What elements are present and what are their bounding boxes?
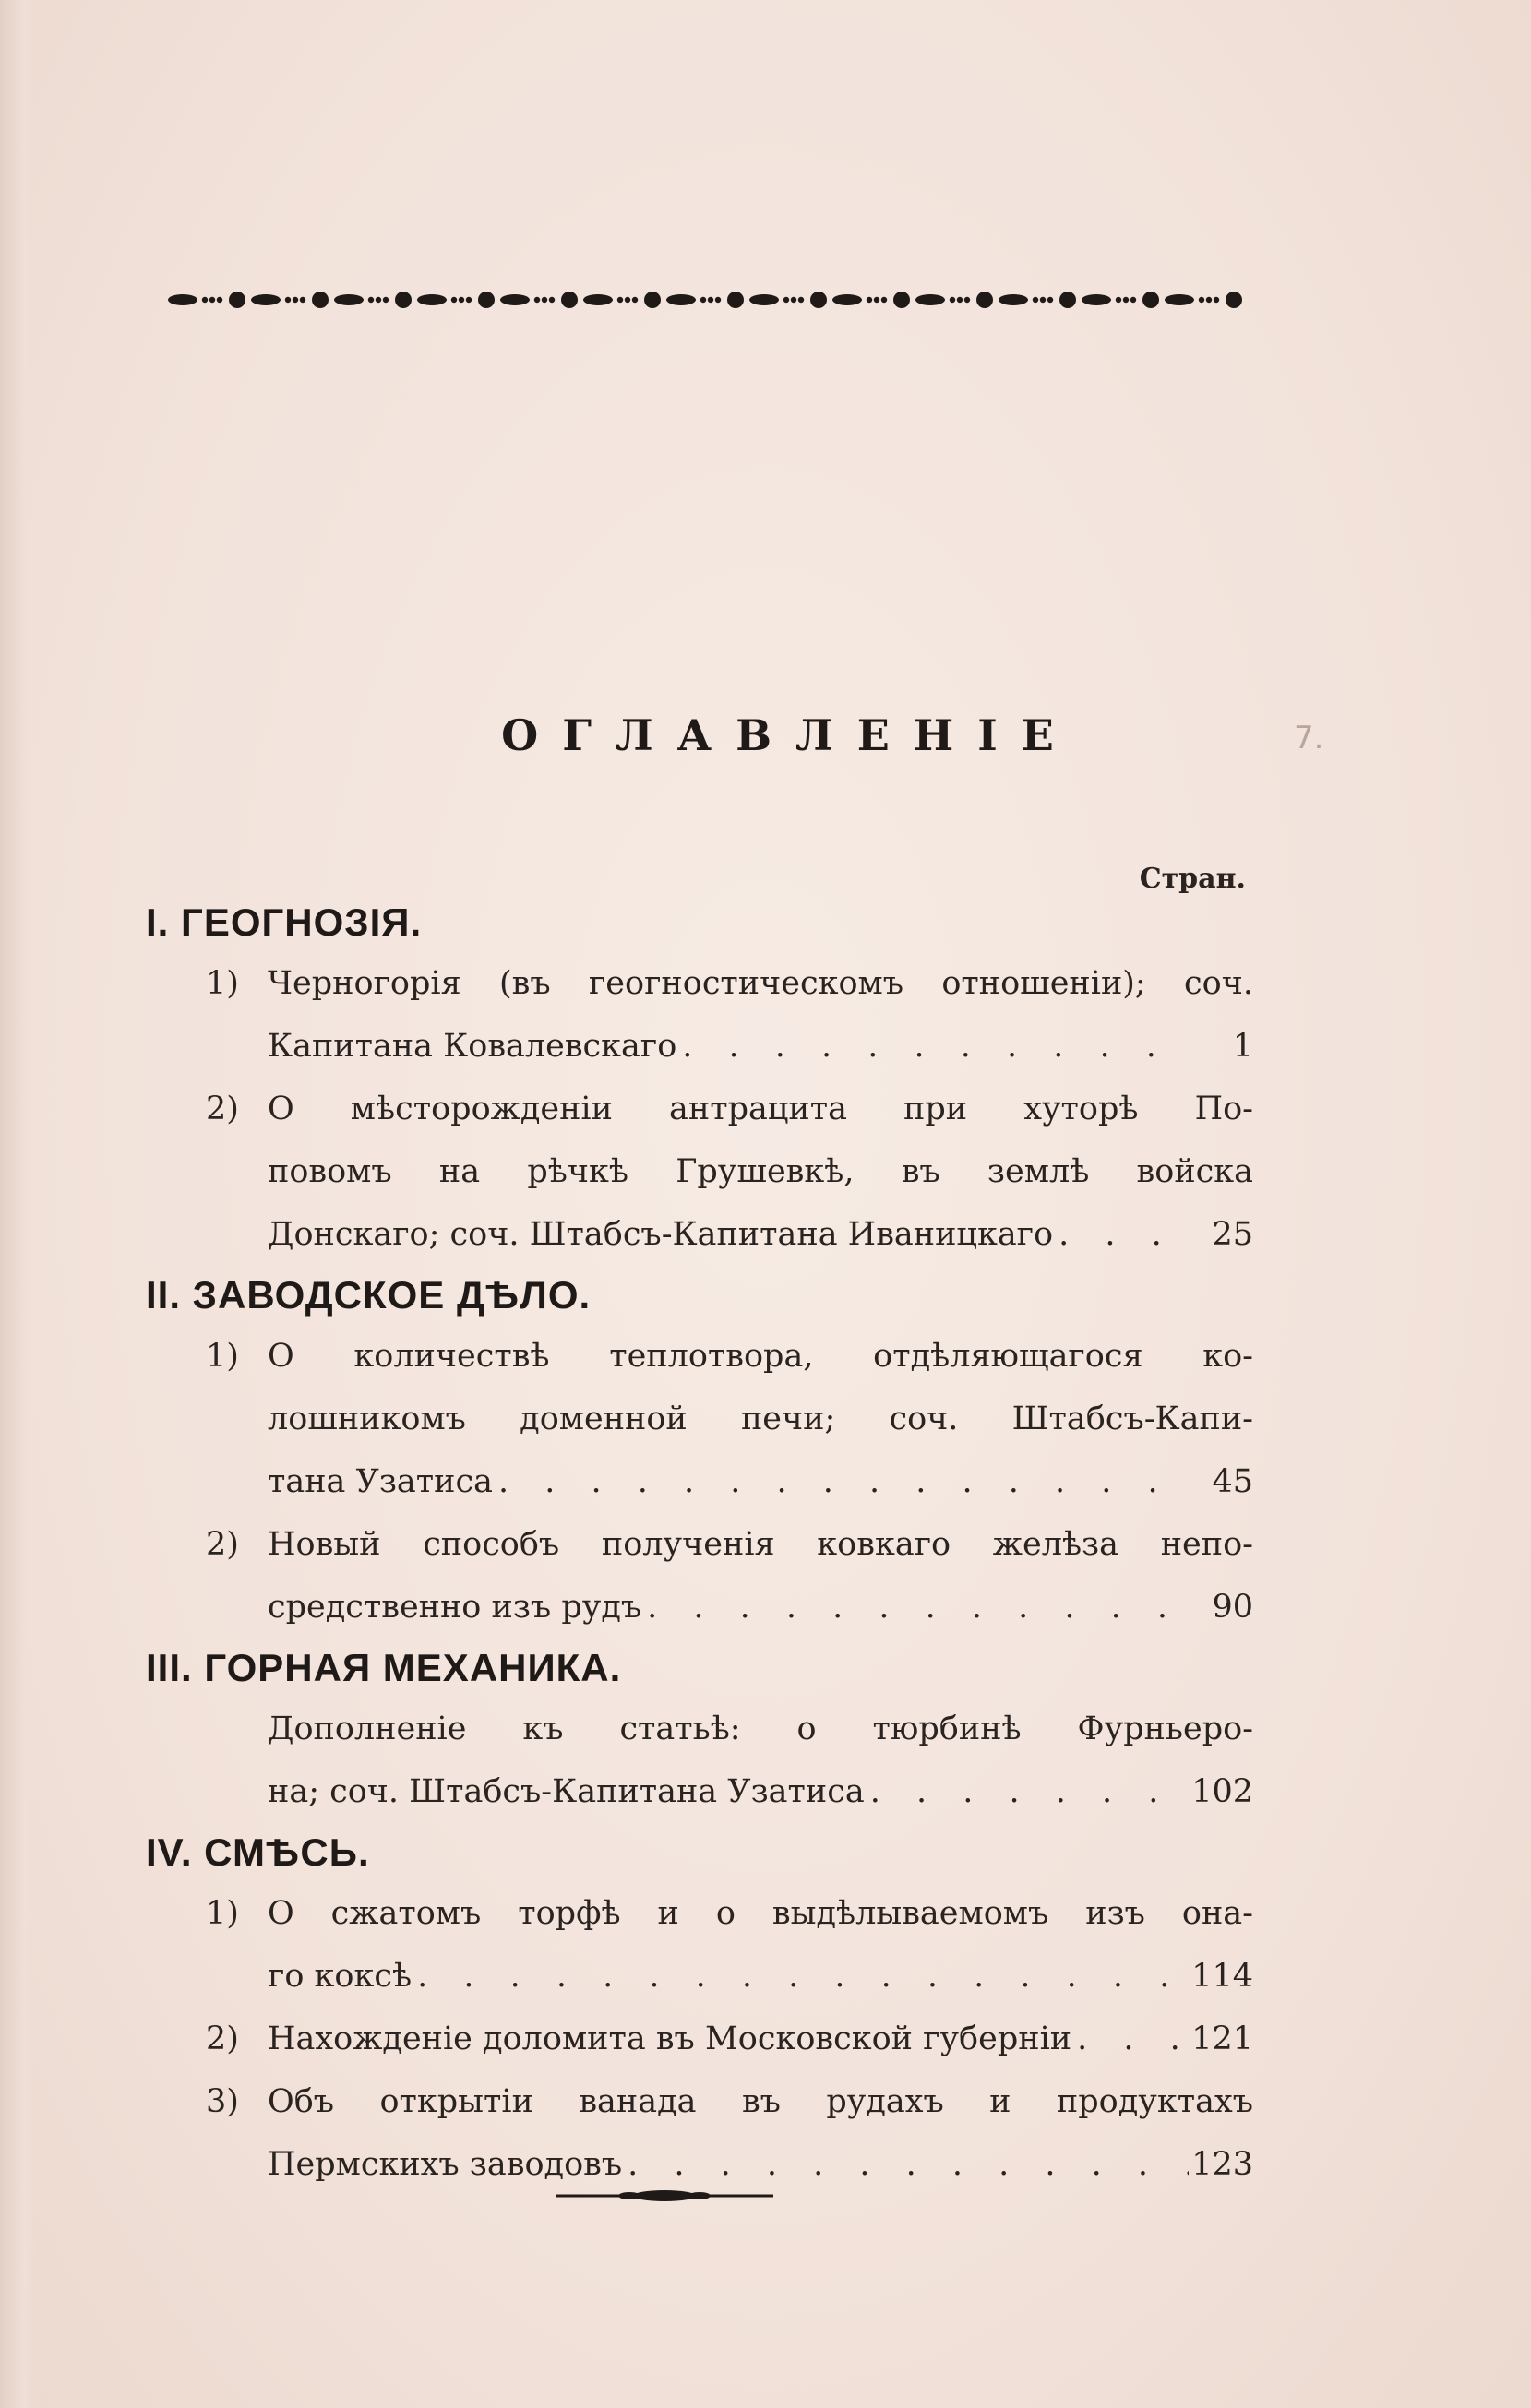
entry-text-line: О количествѣ теплотвора, отдѣляющагося ко- [268,1338,1253,1375]
entry-text-line: О мѣсторожденіи антрацита при хуторѣ По- [268,1091,1253,1127]
toc-entry [206,2070,1253,2196]
entry-text-line: на; соч. Штабсъ-Капитана Узатиса [268,1773,865,1810]
entry-text-line: Новый способъ полученія ковкаго желѣза непо- [268,1526,1253,1563]
section-heading: I. ГЕОГНОЗІЯ. [146,900,423,944]
toc-entry [206,1882,1253,2008]
entry-text-line: О сжатомъ торфѣ и о выдѣлываемомъ изъ она- [268,1895,1253,1932]
entry-text-line: Объ открытіи ванада въ рудахъ и продуктахъ [268,2083,1253,2120]
entry-text-line: го коксѣ [268,1958,413,1995]
entry-text-line: Донскаго; соч. Штабсъ-Капитана Иваницкаго [268,1216,1054,1253]
section-heading: III. ГОРНАЯ МЕХАНИКА. [146,1646,622,1689]
entry-number: 2) [206,2021,239,2057]
page-column-label: Стран. [1139,863,1246,895]
leader-dots [412,1945,1189,2008]
toc-entry [206,952,1253,1078]
table-of-contents [146,893,1253,2196]
leader-dots [1053,1203,1189,1266]
section-heading: IV. СМѢСЬ. [146,1830,370,1874]
entry-text-line: Дополненіе къ статьѣ: о тюрбинѣ Фурньеро- [268,1711,1253,1747]
entry-page-number: 25 [1212,1216,1253,1253]
entry-page-number: 90 [1212,1589,1253,1626]
entry-page-number: 123 [1191,2146,1253,2183]
entry-number: 3) [206,2083,239,2120]
toc-entry [268,1698,1253,1823]
leader-dots [493,1450,1189,1513]
entry-number: 1) [206,1895,239,1932]
entry-text-line: Капитана Ковалевскаго [268,1028,677,1065]
entry-page-number: 102 [1191,1773,1253,1810]
leader-dots [641,1576,1189,1639]
entry-number: 1) [206,965,239,1002]
entry-page-number: 1 [1232,1028,1253,1065]
leader-dots [1071,2008,1189,2070]
entry-number: 2) [206,1091,239,1127]
entry-number: 2) [206,1526,239,1563]
toc-entry [206,1513,1253,1639]
entry-page-number: 45 [1212,1463,1253,1500]
entry-page-number: 121 [1191,2021,1253,2057]
entry-text-line: тана Узатиса [268,1463,493,1500]
section-heading: II. ЗАВОДСКОЕ ДѢЛО. [146,1273,592,1317]
page-title: ОГЛАВЛЕНІЕ [501,710,1078,760]
pencil-page-mark: 7. [1294,720,1324,757]
toc-entry [206,1078,1253,1266]
entry-text-line: Черногорія (въ геогностическомъ отношеніи); соч. [268,965,1253,1002]
decorative-tailpiece-ornament [554,2182,775,2210]
entry-text-line: лошникомъ доменной печи; соч. Штабсъ-Капи- [268,1401,1253,1437]
toc-entry [206,1325,1253,1513]
entry-text-line: средственно изъ рудъ [268,1589,642,1626]
entry-text-line: Пермскихъ заводовъ [268,2146,623,2183]
leader-dots [865,1760,1189,1823]
toc-entry [206,2008,1253,2070]
entry-page-number: 114 [1191,1958,1253,1995]
decorative-border-ornament [157,277,1246,323]
leader-dots [676,1015,1189,1078]
entry-text-line: Нахожденіе доломита въ Московской губерніи [268,2021,1072,2057]
entry-number: 1) [206,1338,239,1375]
page-binding-edge [0,0,35,2408]
entry-text-line: повомъ на рѣчкѣ Грушевкѣ, въ землѣ войска [268,1153,1253,1190]
